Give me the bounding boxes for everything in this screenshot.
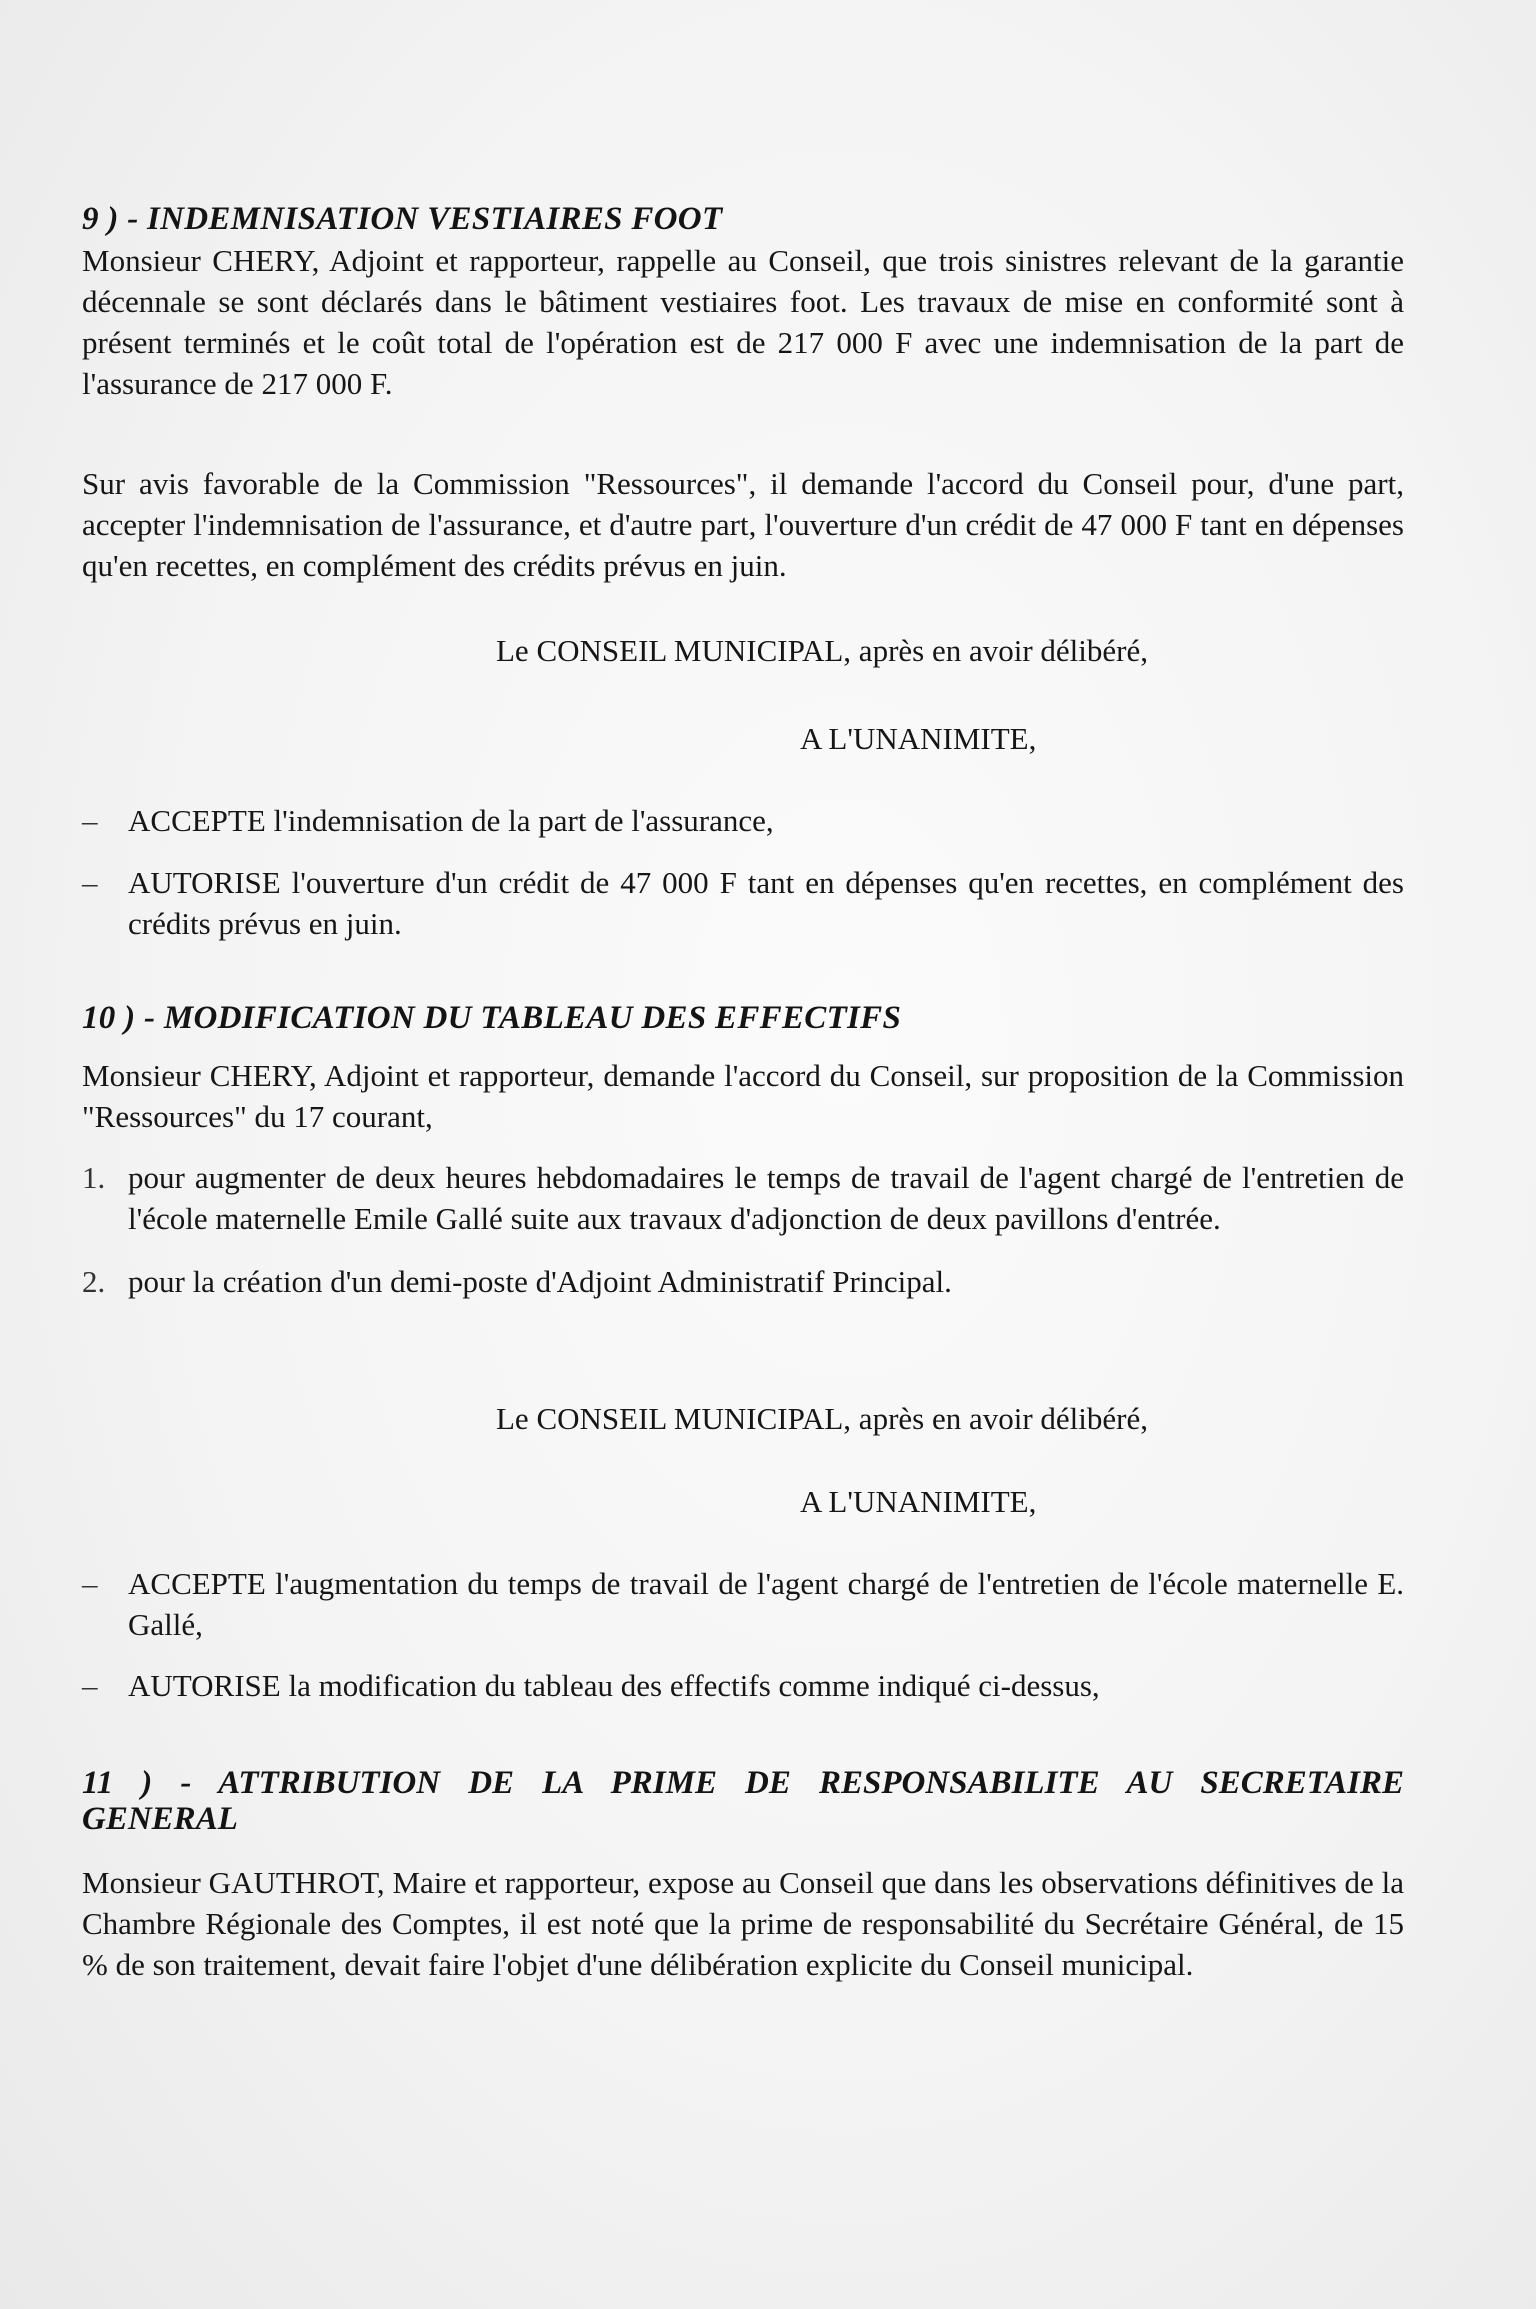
number-marker: 2. (82, 1264, 106, 1299)
dash-marker: – (82, 1668, 98, 1703)
section-11-paragraph-1: Monsieur GAUTHROT, Maire et rapporteur, expose au Conseil que dans les observations définitives de la Chambre Régionale des Comptes, il est noté que la prime de responsabilité du Secrétaire Général, de 15 % de son traitement, devait faire l'objet d'une délibération explicite du Conseil municipal. (82, 1865, 1404, 1982)
section-11-heading: 11 ) - ATTRIBUTION DE LA PRIME DE RESPONSABILITE AU SECRETAIRE GENERAL (82, 1765, 1404, 1837)
decision-item (82, 862, 1404, 944)
section-9-decisions (82, 800, 1404, 944)
section-9-paragraph-1: Monsieur CHERY, Adjoint et rapporteur, rappelle au Conseil, que trois sinistres relevant de la garantie décennale se sont déclarés dans le bâtiment vestiaires foot. Les travaux de mise en conformité sont à présent terminés et le coût total de l'opération est de 217 000 F avec une indemnisation de la part de l'assurance de 217 000 F. (82, 243, 1404, 401)
numbered-item (82, 1157, 1404, 1239)
dash-marker: – (82, 1566, 98, 1601)
section-10-deliberation: Le CONSEIL MUNICIPAL, après en avoir délibéré, (496, 1401, 1148, 1436)
numbered-item-text: pour la création d'un demi-poste d'Adjoint Administratif Principal. (128, 1264, 952, 1299)
numbered-item-text: pour augmenter de deux heures hebdomadaires le temps de travail de l'agent chargé de l'entretien de l'école maternelle Emile Gallé suite aux travaux d'adjonction de deux pavillons d'entrée. (128, 1160, 1404, 1236)
section-10-heading: 10 ) - MODIFICATION DU TABLEAU DES EFFECTIFS (82, 1000, 902, 1036)
section-9-paragraph-2: Sur avis favorable de la Commission "Ressources", il demande l'accord du Conseil pour, d'une part, accepter l'indemnisation de l'assurance, et d'autre part, l'ouverture d'un crédit de 47 000 F tant en dépenses qu'en recettes, en complément des crédits prévus en juin. (82, 466, 1404, 583)
section-9-heading: 9 ) - INDEMNISATION VESTIAIRES FOOT (82, 201, 723, 237)
decision-text: AUTORISE la modification du tableau des effectifs comme indiqué ci-dessus, (128, 1668, 1100, 1703)
numbered-item (82, 1261, 1404, 1302)
decision-text: AUTORISE l'ouverture d'un crédit de 47 000 F tant en dépenses qu'en recettes, en complément des crédits prévus en juin. (128, 865, 1404, 941)
section-10-paragraph-1: Monsieur CHERY, Adjoint et rapporteur, demande l'accord du Conseil, sur proposition de la Commission "Ressources" du 17 courant, (82, 1058, 1404, 1134)
section-10-vote: A L'UNANIMITE, (800, 1484, 1037, 1519)
decision-item (82, 800, 1404, 841)
section-10-decisions (82, 1563, 1404, 1706)
decision-text: ACCEPTE l'indemnisation de la part de l'assurance, (128, 803, 774, 838)
decision-text: ACCEPTE l'augmentation du temps de travail de l'agent chargé de l'entretien de l'école maternelle E. Gallé, (128, 1566, 1404, 1642)
decision-item (82, 1563, 1404, 1645)
decision-item (82, 1665, 1404, 1706)
section-9-deliberation: Le CONSEIL MUNICIPAL, après en avoir délibéré, (496, 633, 1148, 668)
section-10-numbered-list (82, 1157, 1404, 1302)
number-marker: 1. (82, 1160, 106, 1195)
dash-marker: – (82, 865, 98, 900)
section-9-vote: A L'UNANIMITE, (800, 721, 1037, 756)
dash-marker: – (82, 803, 98, 838)
